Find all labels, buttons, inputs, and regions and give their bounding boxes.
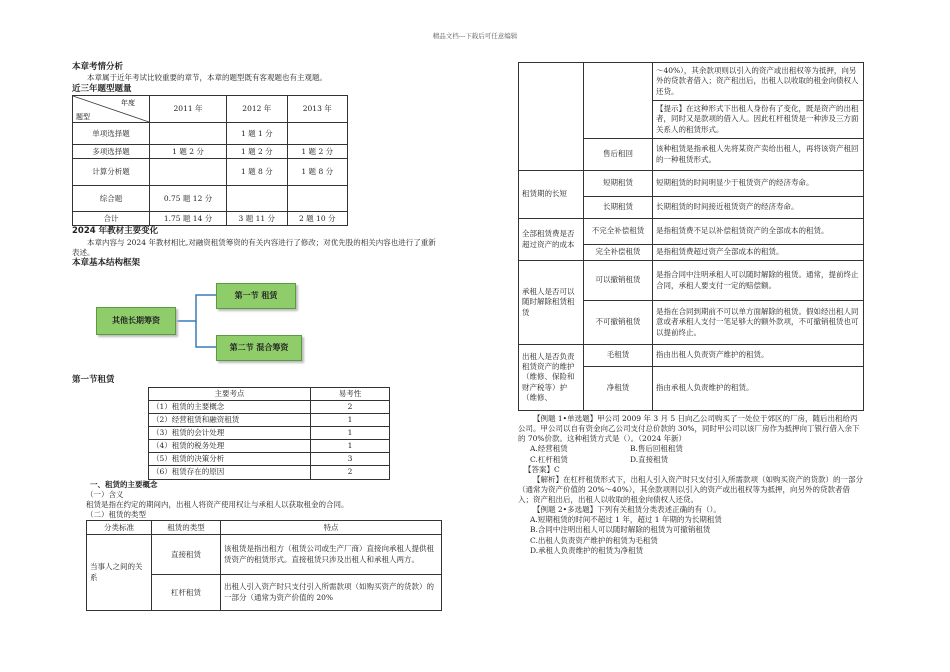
- changes-title: 2024 年教材主要变化: [72, 226, 159, 237]
- feature-cell: 是指租赁费超过资产全部成本的租赁。: [653, 245, 864, 261]
- criterion-cell: 承租人是否可以随时解除租赁租赁: [519, 261, 584, 345]
- feature-cell: ～40%），其余款项则以引入的资产或出租权等为抵押，向另外的贷款者借入；资产租出后，出租人以收取的租金向债权人还贷。: [653, 63, 864, 101]
- option-a: A.经营租赁: [530, 444, 568, 454]
- feature-cell: 是指租赁费不足以补偿租赁资产的全部成本的租赁。: [653, 219, 864, 245]
- criterion-cell: 出租人是否负责租赁资产的维护（维修、保险和财产税等）护（维修、: [519, 345, 584, 411]
- type-cell: 完全补偿租赁: [584, 245, 653, 261]
- type-cell: 合计: [73, 212, 150, 226]
- feature-cell: 出租人引入资产时只支付引入所需款项（如购买资产的货款）的一部分（通常为资产价值的 20%: [221, 575, 442, 611]
- structure-diagram: [92, 275, 342, 367]
- type-cell: 售后租回: [584, 139, 653, 171]
- type-cell: 长期租赁: [584, 197, 653, 219]
- corner-top-label: 年度: [121, 99, 135, 108]
- subsection-heading: （一）含义: [86, 489, 124, 499]
- right-column: [518, 62, 864, 556]
- diagonal-line: [73, 96, 149, 122]
- value-cell: 1 题 2 分: [227, 145, 287, 159]
- key-points-table: [148, 387, 390, 480]
- feature-cell: 该种租赁是指承租人先将某资产卖给出租人，再将该资产租回的一种租赁形式。: [653, 139, 864, 171]
- value-cell: 0.75 题 12 分: [150, 186, 227, 212]
- feature-cell: 指由承租人负责维护的租赁。: [653, 367, 864, 411]
- key-point-cell: （5）租赁的决策分析: [149, 453, 311, 466]
- difficulty-cell: 1: [311, 413, 390, 426]
- column-header: 分类标准: [87, 521, 152, 535]
- year-header: 2011 年: [150, 96, 227, 123]
- diagram-branch-box: 第一节 租赁: [216, 283, 296, 309]
- value-cell: [287, 123, 347, 145]
- value-cell: 3 题 11 分: [227, 212, 287, 226]
- option-b: B.售后回租租赁: [630, 444, 683, 454]
- type-cell: 不完全补偿租赁: [584, 219, 653, 245]
- feature-cell: 该租赁是指出租方（租赁公司或生产厂商）直接向承租人提供租赁资产的租赁形式。直接租赁只涉及出租人和承租人两方。: [221, 535, 442, 575]
- type-cell: 单项选择题: [73, 123, 150, 145]
- option-d: D.直接租赁: [630, 454, 669, 464]
- corner-cell: [73, 96, 150, 123]
- option-c: C.出租人负责资产维护的租赁为毛租赁: [530, 535, 658, 545]
- difficulty-cell: 1: [311, 427, 390, 440]
- explanation: 【解析】在杠杆租赁形式下，出租人引入资产时只支付引入所需款项（如购买资产的货款）的一部分（通常为资产价值的 20%～40%），其余款项则以引入的资产或出租权等为抵押，向另外的贷款者借入；资产租出后，出租人以收取的租金向债权人还贷。: [518, 474, 863, 504]
- option-b: B.合同中注明出租人可以随时解除的租赁为可撤销租赁: [530, 525, 711, 535]
- left-column: [72, 62, 442, 611]
- column-header: 主要考点: [149, 387, 311, 400]
- feature-cell: 是指合同中注明承租人可以随时解除的租赁。通常，提前终止合同，承租人要支付一定的赔偿额。: [653, 261, 864, 301]
- value-cell: [227, 186, 287, 212]
- section-title: 第一节租赁: [72, 375, 115, 386]
- lease-types-table-continued: [518, 62, 864, 411]
- key-point-cell: （6）租赁存在的原因: [149, 466, 311, 479]
- type-cell: 多项选择题: [73, 145, 150, 159]
- key-point-cell: （2）经营租赁和融资租赁: [149, 413, 311, 426]
- value-cell: 1 题 8 分: [287, 159, 347, 186]
- value-cell: [150, 123, 227, 145]
- key-point-cell: （3）租赁的会计处理: [149, 427, 311, 440]
- diagram-branch-box: 第二节 混合筹资: [216, 335, 302, 361]
- type-cell: 可以撤销租赁: [584, 261, 653, 301]
- difficulty-cell: 2: [311, 400, 390, 413]
- column-header: 特点: [221, 521, 442, 535]
- option-c: C.杠杆租赁: [530, 454, 568, 464]
- value-cell: [150, 159, 227, 186]
- key-point-cell: （4）租赁的税务处理: [149, 440, 311, 453]
- example-question: 【例题 1•单选题】甲公司 2009 年 3 月 5 日向乙公司购买了一处位于郊区的厂房，随后出租给丙公司。甲公司以自有资金向乙公司支付总价款的 30%，同时甲公司以该厂房作为抵押向丁银行借入余下的 70%价款。这种租赁方式是（）。（2024 年新）: [518, 414, 860, 444]
- criterion-cell: 租赁期的长短: [519, 171, 584, 219]
- value-cell: 1 题 2 分: [287, 145, 347, 159]
- value-cell: 2 题 10 分: [287, 212, 347, 226]
- type-cell: 综合题: [73, 186, 150, 212]
- criterion-cell: 当事人之间的关系: [87, 535, 152, 611]
- option-a: A.短期租赁的时间不超过 1 年，超过 1 年期的为长期租赁: [530, 515, 722, 525]
- difficulty-cell: 3: [311, 453, 390, 466]
- type-cell: 毛租赁: [584, 345, 653, 367]
- column-header: 租赁的类型: [152, 521, 221, 535]
- type-cell: 杠杆租赁: [152, 575, 221, 611]
- diagram-main-box: 其他长期筹资: [96, 307, 176, 335]
- feature-cell: 指由出租人负责资产维护的租赁。: [653, 345, 864, 367]
- exam-analysis-desc: 本章属于近年考试比较重要的章节，本章的题型既有客观题也有主观题。: [87, 73, 327, 83]
- year-header: 2013 年: [287, 96, 347, 123]
- page-header: 精品文档---下载后可任意编辑: [432, 32, 518, 40]
- subsection-title: 一、租赁的主要概念: [90, 479, 158, 489]
- subsection-heading: （二）租赁的类型: [86, 509, 146, 519]
- value-cell: [287, 186, 347, 212]
- example-question: 【例题 2•多选题】下列有关租赁分类表述正确的有（）。: [533, 505, 721, 515]
- structure-title: 本章基本结构框架: [72, 257, 141, 268]
- difficulty-cell: 2: [311, 466, 390, 479]
- feature-cell: 长期租赁的时间接近租赁资产的经济寿命。: [653, 197, 864, 219]
- difficulty-cell: 1: [311, 440, 390, 453]
- type-cell: 短期租赁: [584, 171, 653, 197]
- lease-types-table: [86, 520, 442, 611]
- type-cell: 直接租赁: [152, 535, 221, 575]
- column-header: 易考性: [311, 387, 390, 400]
- criterion-cell: 全部租赁费是否超过资产的成本: [519, 219, 584, 261]
- three-year-title: 近三年题型题量: [72, 83, 132, 94]
- year-header: 2012 年: [227, 96, 287, 123]
- type-cell: 不可撤销租赁: [584, 301, 653, 345]
- feature-cell: 是指在合同到期前不可以单方面解除的租赁。假如经出租人同意或者承租人支付一笔足够大的额外款项，不可撤销租赁也可以提前终止。: [653, 301, 864, 345]
- type-cell: 计算分析题: [73, 159, 150, 186]
- value-cell: 1 题 8 分: [227, 159, 287, 186]
- changes-desc: 本章内容与 2024 年教材相比,对融资租赁筹资的有关内容进行了修改；对优先股的相关内容也进行了重新表述。: [72, 237, 436, 257]
- feature-cell: 短期租赁的时间明显少于租赁资产的经济寿命。: [653, 171, 864, 197]
- value-cell: 1 题 2 分: [150, 145, 227, 159]
- type-cell: 净租赁: [584, 367, 653, 411]
- exam-analysis-title: 本章考情分析: [72, 62, 124, 72]
- tip-cell: 【提示】在这种形式下出租人身份有了变化，既是资产的出租者，同时又是款项的借入人。因此杠杆租赁是一种涉及三方面关系人的租赁形式。: [653, 101, 864, 139]
- option-d: D.承租人负责维护的租赁为净租赁: [530, 545, 644, 555]
- definition-text: 租赁是指在约定的期间内，出租人将资产使用权让与承租人以获取租金的合同。: [86, 499, 349, 509]
- corner-bottom-label: 题型: [76, 113, 90, 122]
- value-cell: 1 题 1 分: [227, 123, 287, 145]
- answer: 【答案】C: [524, 464, 560, 474]
- question-type-table: [72, 95, 348, 226]
- value-cell: 1.75 题 14 分: [150, 212, 227, 226]
- key-point-cell: （1）租赁的主要概念: [149, 400, 311, 413]
